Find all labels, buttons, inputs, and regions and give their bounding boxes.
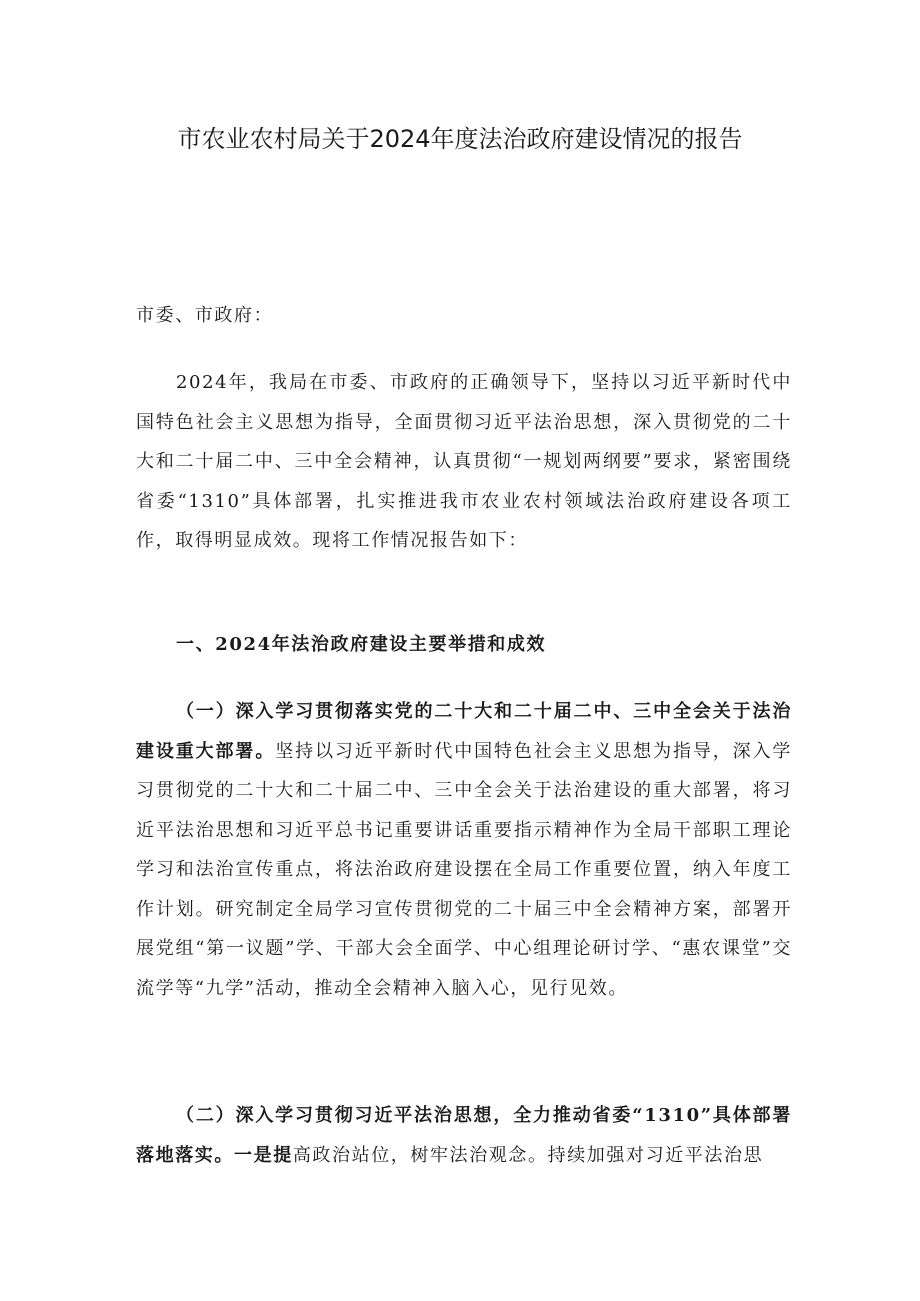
intro-paragraph: 2024年，我局在市委、市政府的正确领导下，坚持以习近平新时代中国特色社会主义思想为指导，全面贯彻习近平法治思想，深入贯彻党的二十大和二十届二中、三中全会精神，认真贯彻“一规划两纲要”要求，紧密围绕省委“1310”具体部署，扎实推进我市农业农村领域法治政府建设各项工作，取得明显成效。现将工作情况报告如下： <box>136 372 792 551</box>
salutation: 市委、市政府： <box>136 305 274 326</box>
document-title: 市农业农村局关于2024年度法治政府建设情况的报告 <box>177 125 743 153</box>
item-2-paragraph <box>136 1096 792 1175</box>
item-1-heading: （一）深入学习贯彻落实党的二十大和二十届二中、三中全会关于法治建设重大部署。 <box>136 701 792 762</box>
item-2-heading: （二）深入学习贯彻习近平法治思想，全力推动省委“1310”具体部署落地落实。一是提 <box>136 1105 792 1166</box>
item-2-text: 高政治站位，树牢法治观念。持续加强对习近平法治思 <box>292 1144 764 1166</box>
section-heading-1: 一、2024年法治政府建设主要举措和成效 <box>176 634 547 655</box>
item-1-text: 坚持以习近平新时代中国特色社会主义思想为指导，深入学习贯彻党的二十大和二十届二中、三中全会关于法治建设的重大部署，将习近平法治思想和习近平总书记重要讲话重要指示精神作为全局干部职工理论学习和法治宣传重点，将法治政府建设摆在全局工作重要位置，纳入年度工作计划。研究制定全局学习宣传贯彻党的二十届三中全会精神方案，部署开展党组“第一议题”学、干部大会全面学、中心组理论研讨学、“惠农课堂”交流学等“九学”活动，推动全会精神入脑入心，见行见效。 <box>136 740 792 999</box>
item-1-paragraph <box>136 692 792 1008</box>
